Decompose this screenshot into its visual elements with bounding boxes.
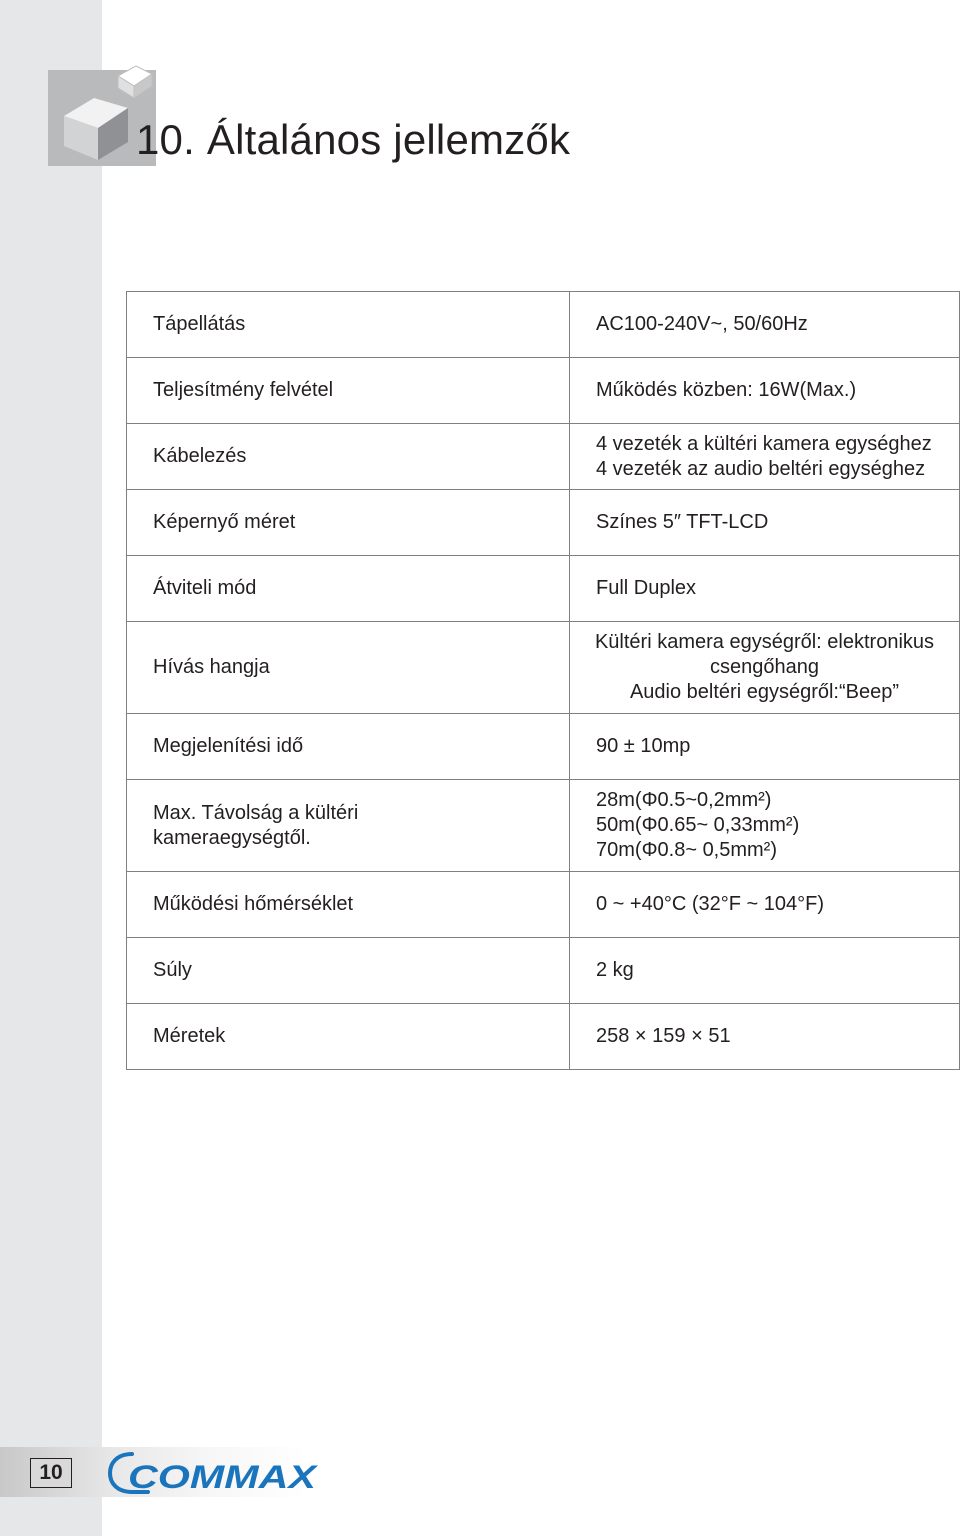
spec-value-line: 4 vezeték az audio beltéri egységhez <box>596 457 926 480</box>
table-row <box>127 872 960 938</box>
spec-value-line: Audio beltéri egységről:“Beep” <box>629 681 900 703</box>
spec-label: Teljesítmény felvétel <box>127 358 570 424</box>
spec-label: Képernyő méret <box>127 490 570 556</box>
commax-logo <box>108 1450 324 1496</box>
page-title: 10. Általános jellemzők <box>136 116 571 163</box>
spec-label <box>127 780 570 872</box>
spec-value-line: 4 vezeték a kültéri kamera egységhez <box>596 432 932 455</box>
spec-value <box>570 1004 960 1070</box>
page-number: 10 <box>30 1458 72 1488</box>
spec-value <box>570 292 960 358</box>
table-row <box>127 556 960 622</box>
spec-label: Működési hőmérséklet <box>127 872 570 938</box>
table-row <box>127 358 960 424</box>
spec-value <box>570 424 960 490</box>
spec-label: Megjelenítési idő <box>127 714 570 780</box>
spec-value-line: AC100-240V~, 50/60Hz <box>596 313 808 335</box>
spec-value-line: 258 × 159 × 51 <box>596 1025 731 1047</box>
spec-value <box>570 780 960 872</box>
table-row <box>127 714 960 780</box>
spec-value-line: Full Duplex <box>596 577 697 599</box>
spec-value-line: 28m(Φ0.5~0,2mm²) <box>596 789 772 811</box>
table-row <box>127 490 960 556</box>
table-row <box>127 424 960 490</box>
spec-label-line: kameraegységtől. <box>153 826 311 849</box>
table-row <box>127 780 960 872</box>
spec-value <box>570 490 960 556</box>
spec-value-line: 70m(Φ0.8~ 0,5mm²) <box>596 839 778 861</box>
side-strip <box>0 0 102 1536</box>
table-row <box>127 622 960 714</box>
spec-value-line: 2 kg <box>596 959 634 981</box>
spec-value-line: csengőhang <box>710 656 819 678</box>
spec-value-line: Színes 5″ TFT-LCD <box>596 511 769 533</box>
spec-value <box>570 622 960 714</box>
spec-label: Tápellátás <box>127 292 570 358</box>
spec-value <box>570 938 960 1004</box>
spec-value-line: Kültéri kamera egységről: elektronikus <box>594 631 935 653</box>
spec-value-line: 50m(Φ0.65~ 0,33mm²) <box>596 814 800 836</box>
spec-label: Méretek <box>127 1004 570 1070</box>
spec-table <box>126 291 960 1070</box>
brand-wordmark: COMMAX <box>128 1459 319 1495</box>
spec-value-line: 0 ~ +40°C (32°F ~ 104°F) <box>596 893 824 915</box>
table-row <box>127 1004 960 1070</box>
table-row <box>127 292 960 358</box>
spec-value <box>570 714 960 780</box>
spec-value <box>570 556 960 622</box>
spec-value <box>570 358 960 424</box>
spec-label: Súly <box>127 938 570 1004</box>
spec-value <box>570 872 960 938</box>
spec-label: Hívás hangja <box>127 622 570 714</box>
spec-label: Kábelezés <box>127 424 570 490</box>
spec-label: Átviteli mód <box>127 556 570 622</box>
spec-label-line: Max. Távolság a kültéri <box>153 801 359 824</box>
spec-value-line: 90 ± 10mp <box>596 735 691 757</box>
table-row <box>127 938 960 1004</box>
spec-value-line: Működés közben: 16W(Max.) <box>596 379 857 401</box>
